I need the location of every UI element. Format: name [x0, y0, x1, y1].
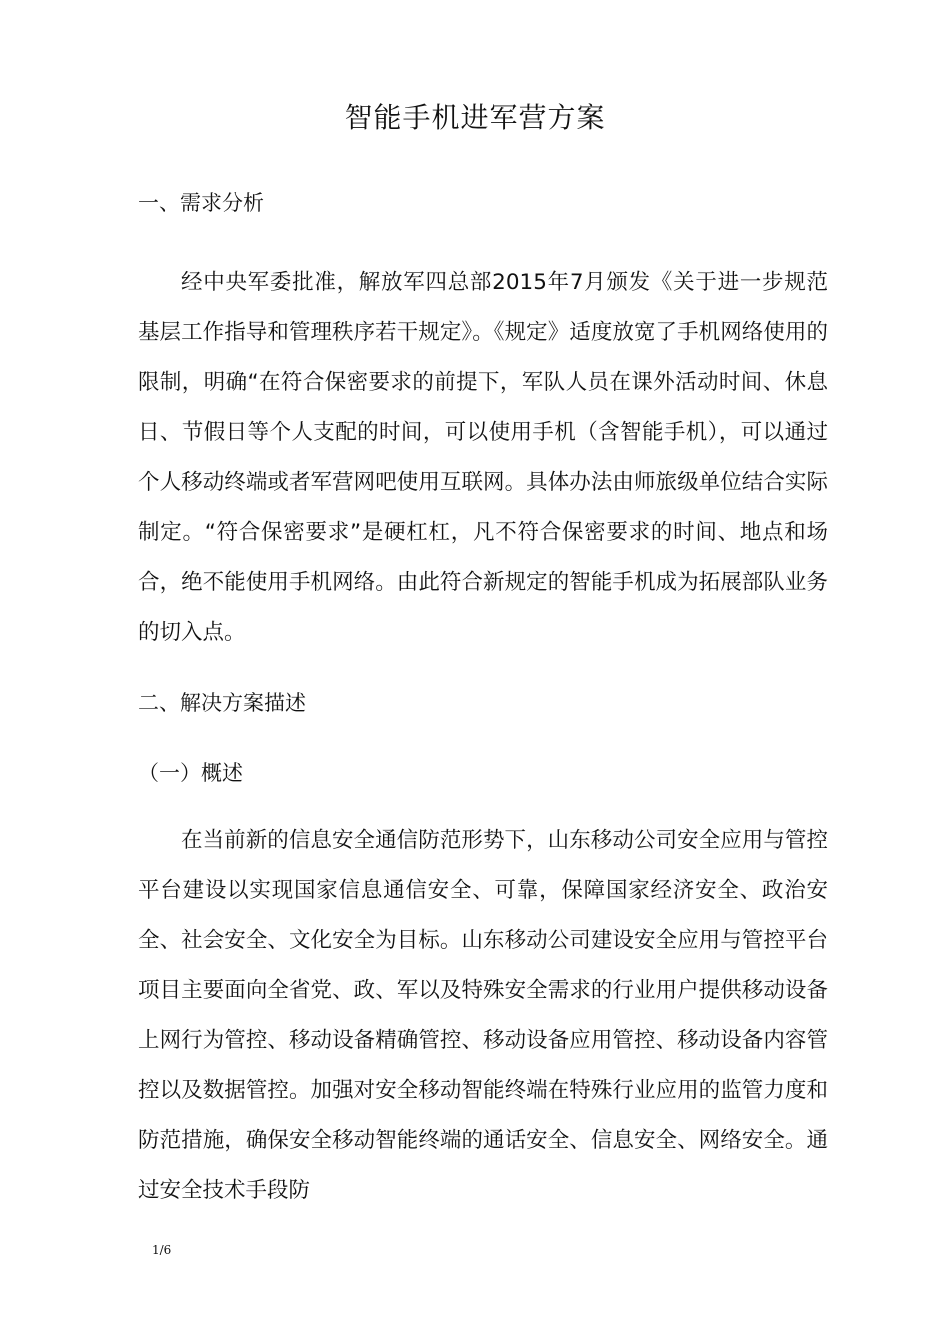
- section-heading-requirements: 一、需求分析: [138, 191, 264, 215]
- section-heading-solution: 二、解决方案描述: [138, 691, 306, 715]
- document-title: 智能手机进军营方案: [344, 101, 606, 134]
- sub-heading-overview: （一）概述: [138, 761, 243, 785]
- paragraph-overview: 在当前新的信息安全通信防范形势下，山东移动公司安全应用与管控平台建设以实现国家信息通信安全、可靠，保障国家经济安全、政治安全、社会安全、文化安全为目标。山东移动公司建设安全应用与管控平台项目主要面向全省党、政、军以及特殊安全需求的行业用户提供移动设备上网行为管控、移动设备精确管控、移动设备应用管控、移动设备内容管控以及数据管控。加强对安全移动智能终端在特殊行业应用的监管力度和防范措施，确保安全移动智能终端的通话安全、信息安全、网络安全。通过安全技术手段防: [138, 828, 828, 1203]
- paragraph-requirements: 经中央军委批准，解放军四总部2015年7月颁发《关于进一步规范基层工作指导和管理秩序若干规定》。《规定》适度放宽了手机网络使用的限制，明确“在符合保密要求的前提下，军队人员在课外活动时间、休息日、节假日等个人支配的时间，可以使用手机（含智能手机），可以通过个人移动终端或者军营网吧使用互联网。具体办法由师旅级单位结合实际制定。“符合保密要求”是硬杠杠，凡不符合保密要求的时间、地点和场合，绝不能使用手机网络。由此符合新规定的智能手机成为拓展部队业务的切入点。: [138, 270, 828, 645]
- page-number: 1/6: [152, 1243, 172, 1257]
